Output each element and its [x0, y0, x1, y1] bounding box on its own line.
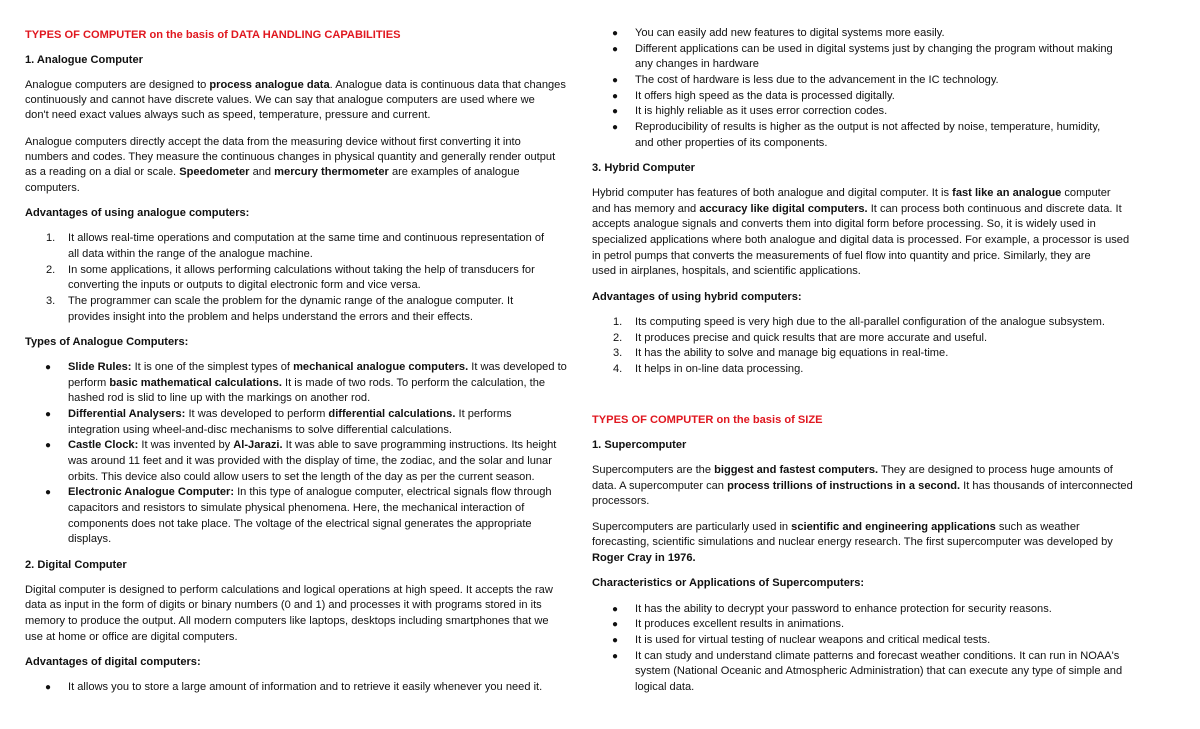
list-item-line [45, 360, 567, 375]
text-run: It was able to save programming instructions. Its height [282, 439, 557, 451]
paragraph-line [25, 93, 535, 108]
text-run: perform [68, 377, 110, 389]
list-item-line [46, 231, 545, 246]
bold-text: Slide Rules: [68, 361, 132, 373]
text-run: It is one of the simplest types of [131, 361, 294, 373]
bold-text: scientific and engineering applications [791, 521, 996, 533]
paragraph-line [592, 494, 649, 509]
paragraph-line [592, 249, 1091, 264]
list-number: 4. [613, 363, 623, 375]
bullet-icon: ● [612, 122, 619, 133]
text-run: Analogue computers directly accept the data from the measuring device without first converting it into [25, 136, 521, 148]
paragraph-line [25, 630, 238, 645]
text-run: They are designed to process huge amounts of [878, 464, 1113, 476]
bold-text: 1. Supercomputer [592, 439, 687, 451]
text-run: It can study and understand climate patterns and forecast weather conditions. It can run in NOAA's [635, 650, 1120, 662]
paragraph-line [25, 135, 521, 150]
bullet-icon: ● [45, 440, 52, 451]
text-run: Digital computer is designed to perform calculations and logical operations at high speed. It accepts the raw [25, 584, 553, 596]
bold-text: biggest and fastest computers. [714, 464, 879, 476]
subheading [592, 161, 695, 176]
list-item-line [612, 633, 991, 648]
text-run: and has memory and [592, 203, 700, 215]
list-item-line [635, 136, 827, 151]
list-item-line [68, 454, 552, 469]
subheading [592, 438, 686, 453]
text-run: components does not take place. The voltage of the electrical signal generates the appropriate [68, 518, 532, 530]
text-run: You can easily add new features to digital systems more easily. [635, 27, 945, 39]
list-item-line [68, 501, 524, 516]
paragraph-line [592, 535, 1113, 550]
subheading [25, 558, 127, 573]
text-run: continuously and cannot have discrete values. We can say that analogue computers are used where we [25, 94, 535, 106]
text-run: It is used for virtual testing of nuclear weapons and critical medical tests. [635, 634, 991, 646]
list-item-line [613, 362, 804, 377]
list-number: 1. [46, 232, 56, 244]
subheading [25, 335, 188, 350]
paragraph-line [25, 181, 80, 196]
bullet-icon: ● [612, 91, 619, 102]
bold-text: differential calculations. [328, 408, 456, 420]
bullet-icon: ● [612, 651, 619, 662]
list-item-line [612, 26, 945, 41]
bullet-icon: ● [612, 619, 619, 630]
text-run: numbers and codes. They measure the continuous changes in physical quantity and generally render output [25, 151, 556, 163]
bold-text: Differential Analysers: [68, 408, 186, 420]
list-item-line [612, 73, 999, 88]
text-run: It has the ability to solve and manage big equations in real-time. [635, 347, 949, 359]
subheading [592, 576, 864, 591]
text-run: and other properties of its components. [635, 137, 828, 149]
list-item-line [68, 532, 111, 547]
subheading [25, 206, 249, 221]
text-run: . Analogue data is continuous data that changes [329, 79, 566, 91]
text-run: Reproducibility of results is higher as the output is not affected by noise, temperature, humidity, [635, 121, 1101, 133]
list-item-line [68, 517, 532, 532]
text-run: In this type of analogue computer, electrical signals flow through [234, 486, 552, 498]
bullet-icon: ● [612, 28, 619, 39]
list-item-line [68, 310, 473, 325]
text-run: and [249, 166, 275, 178]
bullet-icon: ● [612, 75, 619, 86]
text-run: use at home or office are digital computers. [25, 631, 238, 643]
text-run: as a reading on a dial or scale. [25, 166, 180, 178]
list-item-line [612, 89, 895, 104]
text-run: accepts analogue signals and converts them into digital form before processing. So, it is widely used in [592, 218, 1096, 230]
text-run: It helps in on-line data processing. [635, 363, 804, 375]
text-run: computers. [25, 182, 80, 194]
list-item-line [635, 57, 759, 72]
subheading [592, 290, 802, 305]
list-item-line [613, 315, 1105, 330]
list-item-line [68, 391, 370, 406]
bullet-icon: ● [45, 487, 52, 498]
paragraph-line [592, 463, 1113, 478]
list-item-line [45, 407, 512, 422]
paragraph-line [592, 186, 1111, 201]
text-run: any changes in hardware [635, 58, 759, 70]
list-item-line [45, 680, 543, 695]
text-run: such as weather [995, 521, 1080, 533]
text-run: Supercomputers are the [592, 464, 715, 476]
list-item-line [613, 346, 949, 361]
list-number: 2. [46, 264, 56, 276]
text-run: It can process both continuous and discrete data. It [867, 203, 1122, 215]
bold-text: Al-Jarazi. [233, 439, 283, 451]
text-run: Hybrid computer has features of both analogue and digital computer. It is [592, 187, 953, 199]
text-run: all data within the range of the analogue machine. [68, 248, 313, 260]
paragraph-line [592, 264, 861, 279]
bold-text: mercury thermometer [274, 166, 389, 178]
text-run: Analogue computers are designed to [25, 79, 210, 91]
text-run: It has the ability to decrypt your password to enhance protection for security reasons. [635, 603, 1052, 615]
subheading [25, 655, 201, 670]
text-run: data as input in the form of digits or binary numbers (0 and 1) and processes it with programs stored in its [25, 599, 542, 611]
bold-text: Types of Analogue Computers: [25, 336, 189, 348]
bold-text: basic mathematical calculations. [109, 377, 282, 389]
list-item-line [612, 120, 1101, 135]
list-item-line [68, 278, 421, 293]
list-item-line [45, 438, 557, 453]
text-run: Different applications can be used in digital systems just by changing the program without making [635, 43, 1113, 55]
bold-text: process analogue data [209, 79, 330, 91]
bullet-icon: ● [612, 44, 619, 55]
bold-text: process trillions of instructions in a second. [727, 480, 961, 492]
text-run: memory to produce the output. All modern computers like laptops, desktops including smartphones that we [25, 615, 549, 627]
text-run: displays. [68, 533, 112, 545]
text-run: forecasting, scientific simulations and nuclear energy research. The first supercomputer was developed by [592, 536, 1113, 548]
paragraph-line [25, 614, 549, 629]
list-item-line [45, 485, 552, 500]
bullet-icon: ● [45, 682, 52, 693]
paragraph-line [25, 598, 542, 613]
text-run: In some applications, it allows performing calculations without taking the help of transducers for [68, 264, 535, 276]
bold-text: Characteristics or Applications of Supercomputers: [592, 577, 865, 589]
text-run: integration using wheel-and-disc mechanisms to solve differential calculations. [68, 424, 452, 436]
text-run: logical data. [635, 681, 695, 693]
text-run: orbits. This device also could allow users to set the length of the day as per the current season. [68, 471, 535, 483]
list-item-line [612, 104, 888, 119]
text-run: It is highly reliable as it uses error correction codes. [635, 105, 888, 117]
list-item-line [68, 247, 313, 262]
paragraph-line [592, 217, 1096, 232]
paragraph-line [25, 583, 553, 598]
text-run: specialized applications where both analogue and digital data is processed. For example, a processor is used [592, 234, 1130, 246]
text-run: processors. [592, 495, 650, 507]
list-item-line [68, 423, 452, 438]
paragraph-line [592, 233, 1129, 248]
paragraph-line [592, 202, 1122, 217]
list-item-line [612, 602, 1052, 617]
paragraph-line [25, 150, 555, 165]
text-run: The programmer can scale the problem for the dynamic range of the analogue computer. It [68, 295, 514, 307]
bullet-icon: ● [612, 106, 619, 117]
text-run: are examples of analogue [388, 166, 520, 178]
text-run: data. A supercomputer can [592, 480, 728, 492]
text-run: in petrol pumps that converts the measurements of fuel flow into quantity and price. Similarly, they are [592, 250, 1091, 262]
text-run: Its computing speed is very high due to the all-parallel configuration of the analogue subsystem. [635, 316, 1105, 328]
paragraph-line [25, 165, 520, 180]
text-run: It produces precise and quick results that are more accurate and useful. [635, 332, 988, 344]
list-item-line [635, 664, 1122, 679]
bold-text: Castle Clock: [68, 439, 139, 451]
text-run: It has thousands of interconnected [960, 480, 1133, 492]
list-number: 3. [46, 295, 56, 307]
text-run: computer [1061, 187, 1111, 199]
text-run: hashed rod is slid to line up with the markings on another rod. [68, 392, 371, 404]
text-run: provides insight into the problem and helps understand the errors and their effects. [68, 311, 473, 323]
list-item-line [635, 680, 694, 695]
text-run: It produces excellent results in animations. [635, 618, 845, 630]
bold-text: 1. Analogue Computer [25, 54, 143, 66]
text-run: It was developed to perform [185, 408, 329, 420]
text-run: It performs [455, 408, 512, 420]
list-number: 3. [613, 347, 623, 359]
text-run: It allows you to store a large amount of information and to retrieve it easily whenever you need it. [68, 681, 543, 693]
bullet-icon: ● [45, 362, 52, 373]
bold-text: 2. Digital Computer [25, 559, 127, 571]
section-heading [592, 413, 823, 428]
text-run: converting the inputs or outputs to digital electronic form and vice versa. [68, 279, 421, 291]
bold-text: mechanical analogue computers. [293, 361, 469, 373]
text-run: It is made of two rods. To perform the calculation, the [281, 377, 546, 389]
paragraph-line [592, 520, 1080, 535]
bullet-icon: ● [612, 635, 619, 646]
text-run: was around 11 feet and it was provided with the display of time, the zodiac, and the solar and lunar [68, 455, 552, 467]
paragraph-line [25, 78, 566, 93]
bullet-icon: ● [45, 409, 52, 420]
subheading [25, 53, 143, 68]
text-run: capacitors and resistors to simulate physical phenomena. Here, the mechanical interaction of [68, 502, 525, 514]
list-number: 2. [613, 332, 623, 344]
text-run: used in airplanes, hospitals, and scientific applications. [592, 265, 861, 277]
bold-text: Advantages of using hybrid computers: [592, 291, 802, 303]
text-run: It allows real-time operations and computation at the same time and continuous representation of [68, 232, 545, 244]
text-run: system (National Oceanic and Atmospheric Administration) that can execute any type of simple and [635, 665, 1123, 677]
text-run: It was developed to [468, 361, 567, 373]
list-item-line [613, 331, 988, 346]
bold-text: fast like an analogue [952, 187, 1062, 199]
bold-text: Advantages of digital computers: [25, 656, 201, 668]
text-run: TYPES OF COMPUTER on the basis of SIZE [592, 414, 823, 426]
list-number: 1. [613, 316, 623, 328]
list-item-line [612, 649, 1120, 664]
text-run: It offers high speed as the data is processed digitally. [635, 90, 895, 102]
bold-text: accuracy like digital computers. [699, 203, 868, 215]
bullet-icon: ● [612, 604, 619, 615]
paragraph-line [25, 108, 430, 123]
paragraph-line [592, 551, 696, 566]
bold-text: 3. Hybrid Computer [592, 162, 695, 174]
text-run: TYPES OF COMPUTER on the basis of DATA HANDLING CAPABILITIES [25, 29, 401, 41]
paragraph-line [592, 479, 1133, 494]
text-run: Supercomputers are particularly used in [592, 521, 792, 533]
list-item-line [46, 263, 535, 278]
list-item-line [68, 376, 545, 391]
list-item-line [68, 470, 535, 485]
bold-text: Speedometer [179, 166, 250, 178]
section-heading [25, 28, 401, 43]
text-run: don't need exact values always such as speed, temperature, pressure and current. [25, 109, 431, 121]
text-run: The cost of hardware is less due to the advancement in the IC technology. [635, 74, 999, 86]
list-item-line [612, 42, 1113, 57]
bold-text: Advantages of using analogue computers: [25, 207, 250, 219]
bold-text: Electronic Analogue Computer: [68, 486, 235, 498]
bold-text: Roger Cray in 1976. [592, 552, 696, 564]
list-item-line [46, 294, 514, 309]
list-item-line [612, 617, 845, 632]
text-run: It was invented by [138, 439, 234, 451]
